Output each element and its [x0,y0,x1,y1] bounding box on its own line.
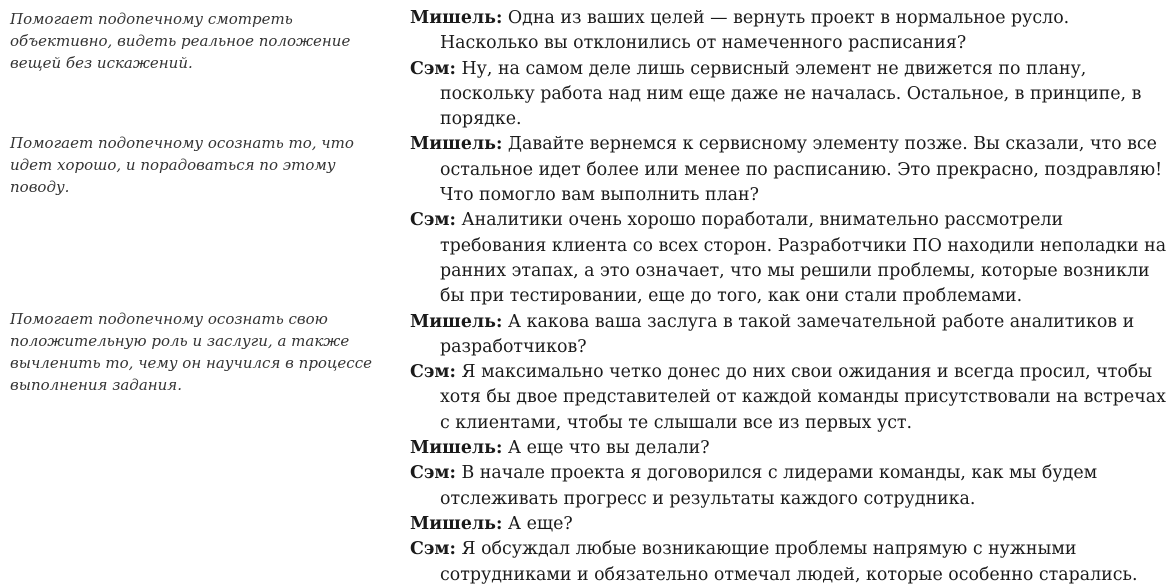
speaker-name: Сэм: [410,210,456,231]
turn-text: Ну, на самом деле лишь сервисный элемент не движется по плану, поскольку работа над ним еще даже не началась. Остальное, в принципе, в порядке. [440,58,1142,130]
dialogue-turn [410,57,1170,133]
speaker-name: Мишель: [410,513,503,534]
speaker-name: Сэм: [410,539,456,560]
dialogue-column [410,6,1170,588]
speaker-name: Сэм: [410,463,456,484]
dialogue-turn [410,310,1170,361]
speaker-name: Мишель: [410,134,503,155]
dialogue-turn [410,360,1170,436]
turn-text: Одна из ваших целей — вернуть проект в нормальное русло. Насколько вы отклонились от намеченного расписания? [440,8,1070,54]
turn-text: Давайте вернемся к сервисному элементу позже. Вы сказали, что все остальное идет более или менее по расписанию. Это прекрасно, поздравляю! Что помогло вам выполнить план? [440,134,1163,206]
turn-text: А еще что вы делали? [507,438,710,459]
dialogue-turn [410,132,1170,208]
turn-text: Аналитики очень хорошо поработали, внимательно рассмотрели требования клиента со всех сторон. Разработчики ПО находили неполадки на ранних этапах, а это означает, что мы решили проблемы, которые возникли бы при тестировании, еще до того, как они стали проблемами. [440,210,1167,307]
dialogue-turn [410,461,1170,512]
margin-note: Помогает подопечному осознать то, что идет хорошо, и порадоваться по этому поводу. [10,134,354,196]
turn-text: В начале проекта я договорился с лидерами команды, как мы будем отслеживать прогресс и результаты каждого сотрудника. [440,463,1098,509]
turn-text: А еще? [507,513,573,534]
margin-note: Помогает подопечному осознать свою положительную роль и заслуги, а также вычленить то, чему он научился в процессе выполнения задания. [10,310,372,394]
dialogue-turn [410,512,1170,537]
turn-text: Я максимально четко донес до них свои ожидания и всегда просил, чтобы хотя бы двое представителей от каждой команды присутствовали на встречах с клиентами, чтобы те слышали все из первых уст. [440,362,1166,433]
speaker-name: Мишель: [410,311,503,332]
turn-text: Я обсуждал любые возникающие проблемы напрямую с нужными сотрудниками и обязательно отмечал людей, которые особенно старались. [440,539,1138,585]
speaker-name: Мишель: [410,8,503,28]
margin-note: Помогает подопечному смотреть объективно, видеть реальное положение вещей без искажений. [10,10,351,72]
dialogue-turn [410,6,1170,57]
speaker-name: Сэм: [410,58,456,79]
dialogue-turn [410,537,1170,588]
dialogue-turn [410,208,1170,309]
dialogue-turn [410,436,1170,461]
speaker-name: Мишель: [410,438,503,459]
turn-text: А какова ваша заслуга в такой замечательной работе аналитиков и разработчиков? [440,311,1135,357]
speaker-name: Сэм: [410,362,456,383]
